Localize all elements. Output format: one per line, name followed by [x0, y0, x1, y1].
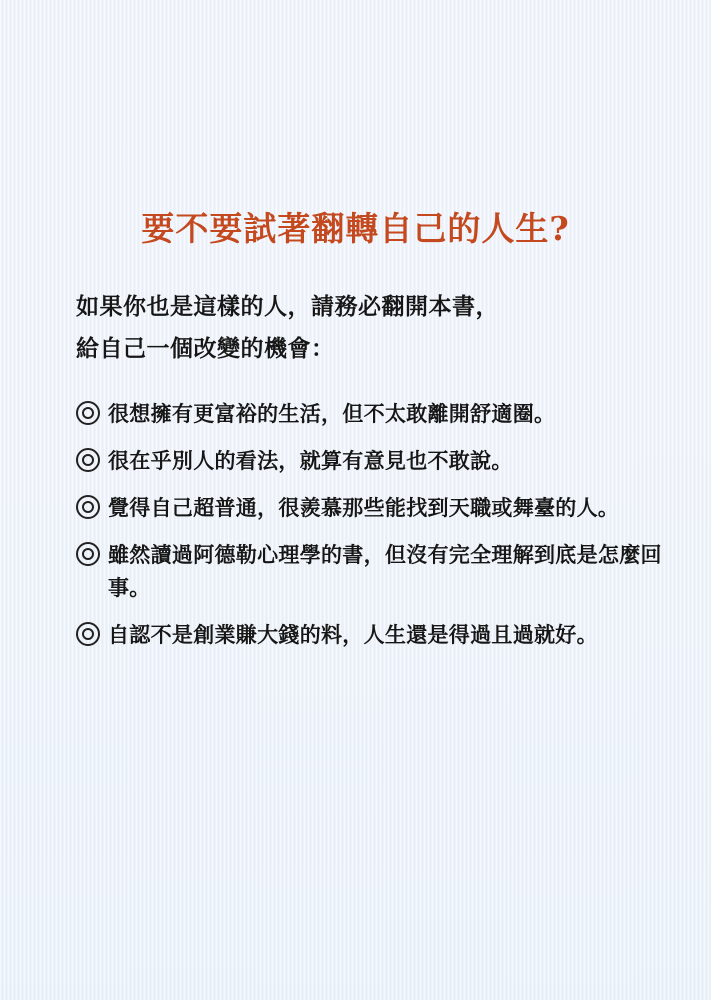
checklist-item-text: 雖然讀過阿德勒心理學的書，但沒有完全理解到底是怎麼回事。	[108, 542, 662, 600]
intro-paragraph	[76, 286, 676, 370]
double-circle-bullet-icon	[76, 622, 100, 646]
intro-line-2: 給自己一個改變的機會：	[76, 335, 335, 362]
intro-line-1: 如果你也是這樣的人，請務必翻開本書，	[76, 293, 499, 320]
double-circle-bullet-icon	[76, 401, 100, 425]
checklist-item-text: 自認不是創業賺大錢的料，人生還是得過且過就好。	[108, 622, 598, 647]
checklist-item	[76, 491, 691, 524]
double-circle-bullet-icon	[76, 448, 100, 472]
page-headline: 要不要試著翻轉自己的人生?	[141, 209, 570, 248]
checklist-item	[76, 618, 691, 651]
checklist-item-text: 覺得自己超普通，很羨慕那些能找到天職或舞臺的人。	[108, 495, 620, 520]
checklist-item	[76, 444, 691, 477]
checklist-item	[76, 538, 691, 604]
checklist-item	[76, 397, 691, 430]
checklist	[76, 397, 691, 665]
checklist-item-text: 很想擁有更富裕的生活，但不太敢離開舒適圈。	[108, 401, 556, 426]
checklist-item-text: 很在乎別人的看法，就算有意見也不敢說。	[108, 448, 513, 473]
double-circle-bullet-icon	[76, 542, 100, 566]
double-circle-bullet-icon	[76, 495, 100, 519]
